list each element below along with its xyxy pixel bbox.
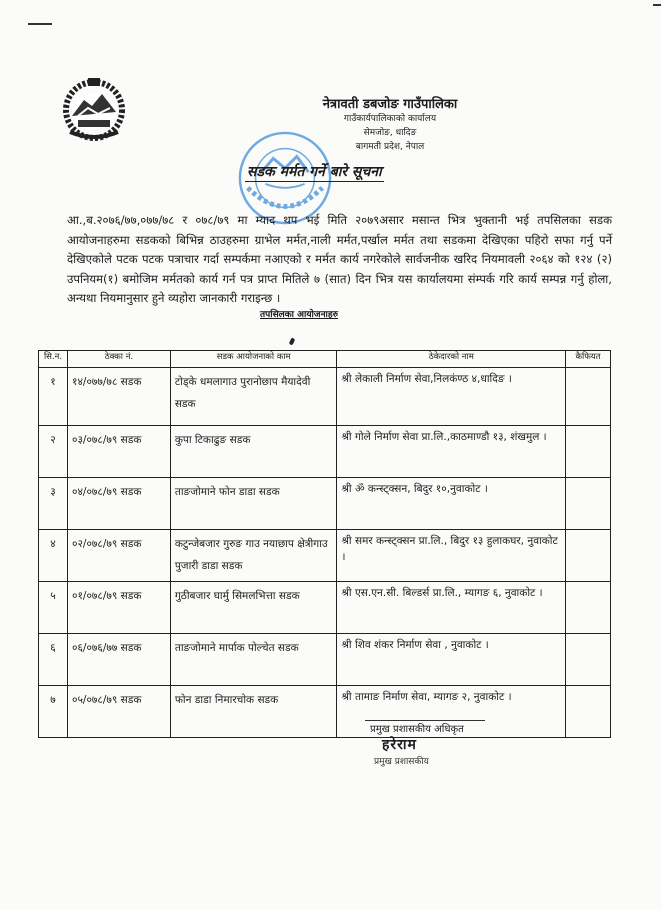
table-row	[39, 634, 611, 686]
cell-project-work: ताङजोमाने मार्पाक पोल्चेत सडक	[170, 634, 337, 686]
cell-contractor: श्री एस.एन.सी. बिल्डर्स प्रा.लि., म्यागङ ६, नुवाकोट ।	[337, 582, 566, 634]
cell-sn: ४	[39, 530, 68, 582]
cell-sn: ६	[39, 634, 68, 686]
cell-project-work: फोन डाडा निमारचोक सडक	[170, 686, 337, 738]
org-name: नेत्रावती डबजोङ गाउँपालिका	[322, 97, 458, 112]
table-row	[39, 368, 611, 426]
cell-contractor: श्री ॐ कन्स्ट्क्सन, बिदुर १०,नुवाकोट ।	[337, 478, 566, 530]
cell-contract-no: ०३/०७८/७९ सडक	[67, 426, 170, 478]
cell-project-work: गुठीबजार घार्मु सिमलभित्ता सडक	[170, 582, 337, 634]
cell-contract-no: ०१/०७८/७९ सडक	[67, 582, 170, 634]
cell-remarks	[566, 582, 611, 634]
table-heading: तपसिलका आयोजनाहरु	[260, 310, 339, 320]
table-row	[39, 426, 611, 478]
cell-remarks	[566, 368, 611, 426]
cell-remarks	[566, 634, 611, 686]
signature-block	[360, 720, 520, 767]
header-contract-no: ठेक्का नं.	[67, 351, 170, 368]
cell-sn: ३	[39, 478, 68, 530]
province: बागमती प्रदेश, नेपाल	[355, 142, 425, 152]
notice-title: सडक मर्मत गर्ने बारे सूचना	[247, 164, 382, 180]
header-contractor: ठेकेदारको नाम	[337, 351, 566, 368]
cell-contractor: श्री लेकाली निर्माण सेवा,निलकंण्ठ ४,धादिङ ।	[337, 368, 566, 426]
cell-project-work: कुपा टिकाढुङ सडक	[170, 426, 337, 478]
cell-contractor: श्री तामाङ निर्माण सेवा, म्यागङ २, नुवाकोट ।	[337, 686, 566, 738]
header-sn: सि.न.	[39, 351, 68, 368]
cell-project-work: टोड्के धमलागाउ पुरानोछाप मैयादेवी सडक	[170, 368, 337, 426]
cell-sn: २	[39, 426, 68, 478]
cell-contract-no: ०६/०७६/७७ सडक	[67, 634, 170, 686]
cell-remarks	[566, 478, 611, 530]
scan-mark	[653, 4, 661, 6]
signatory-name: हरेराम	[382, 737, 417, 753]
cell-remarks	[566, 686, 611, 738]
signatory-title: प्रमुख प्रशासकीय अधिकृत	[370, 724, 464, 735]
ink-mark	[289, 337, 296, 345]
cell-contract-no: ०२/०७८/७९ सडक	[67, 530, 170, 582]
table-row	[39, 582, 611, 634]
cell-contractor: श्री गोले निर्माण सेवा प्रा.लि.,काठमाण्डौ १३, शंखमुल ।	[337, 426, 566, 478]
header-remarks: कैफियत	[566, 351, 611, 368]
header-project-work: सडक आयोजनाको काम	[170, 351, 337, 368]
cell-contractor: श्री शिव शंकर निर्माण सेवा , नुवाकोट ।	[337, 634, 566, 686]
cell-sn: ५	[39, 582, 68, 634]
projects-table	[38, 350, 611, 738]
cell-sn: ७	[39, 686, 68, 738]
cell-contract-no: ०४/०७८/७९ सडक	[67, 478, 170, 530]
cell-project-work: ताङजोमाने फोन डाडा सडक	[170, 478, 337, 530]
cell-remarks	[566, 426, 611, 478]
office-name: गाउँकार्यपालिकाको कार्यालय	[343, 114, 437, 124]
cell-contract-no: १४/०७७/७८ सडक	[67, 368, 170, 426]
office-location: सेमजोङ, धादिङ	[363, 128, 417, 138]
table-row	[39, 686, 611, 738]
cell-contract-no: ०५/०७८/७९ सडक	[67, 686, 170, 738]
cell-project-work: कटुन्जेबजार गुरुङ गाउ नयाछाप क्षेत्रीगाउ पुजारी डाडा सडक	[170, 530, 337, 582]
table-row	[39, 478, 611, 530]
scan-mark	[28, 23, 52, 25]
cell-remarks	[566, 530, 611, 582]
signatory-stamp-line: प्रमुख प्रशासकीय	[374, 757, 429, 767]
table-header-row	[39, 351, 611, 368]
cell-sn: १	[39, 368, 68, 426]
cell-contractor: श्री समर कन्स्ट्क्सन प्रा.लि., बिदुर १३ हुलाकघर, नुवाकोट ।	[337, 530, 566, 582]
notice-body: आ.,ब.२०७६/७७,०७७/७८ र ०७८/७९ मा म्याद थप भई मिति २०७९असार मसान्त भित्र भुक्तानी भई तपसिलका सडक आयोजनाहरुमा सडकको बिभिन्न ठाउहरुमा ग्राभेल मर्मत,नाली मर्मत,पर्खाल मर्मत तथा सडकमा देखिएका पहिरो सफा गर्नु पर्ने देखिएकोले पटक पटक पत्राचार गर्दा सम्पर्कमा नआएको र मर्मत कार्य नगरेकोले सार्वजनीक खरिद नियमावली २०६४ को १२४ (२) उपनियम(१) बमोजिम मर्मतको कार्य गर्न पत्र प्राप्त मितिले ७ (सात) दिन भित्र यस कार्यालयमा संम्पर्क गरि कार्य सम्पन्न गर्नु होला, अन्यथा नियमानुसार हुने व्यहोरा जानकारी गराइन्छ ।	[67, 213, 612, 305]
table-row	[39, 530, 611, 582]
nepal-emblem-icon	[58, 72, 130, 144]
